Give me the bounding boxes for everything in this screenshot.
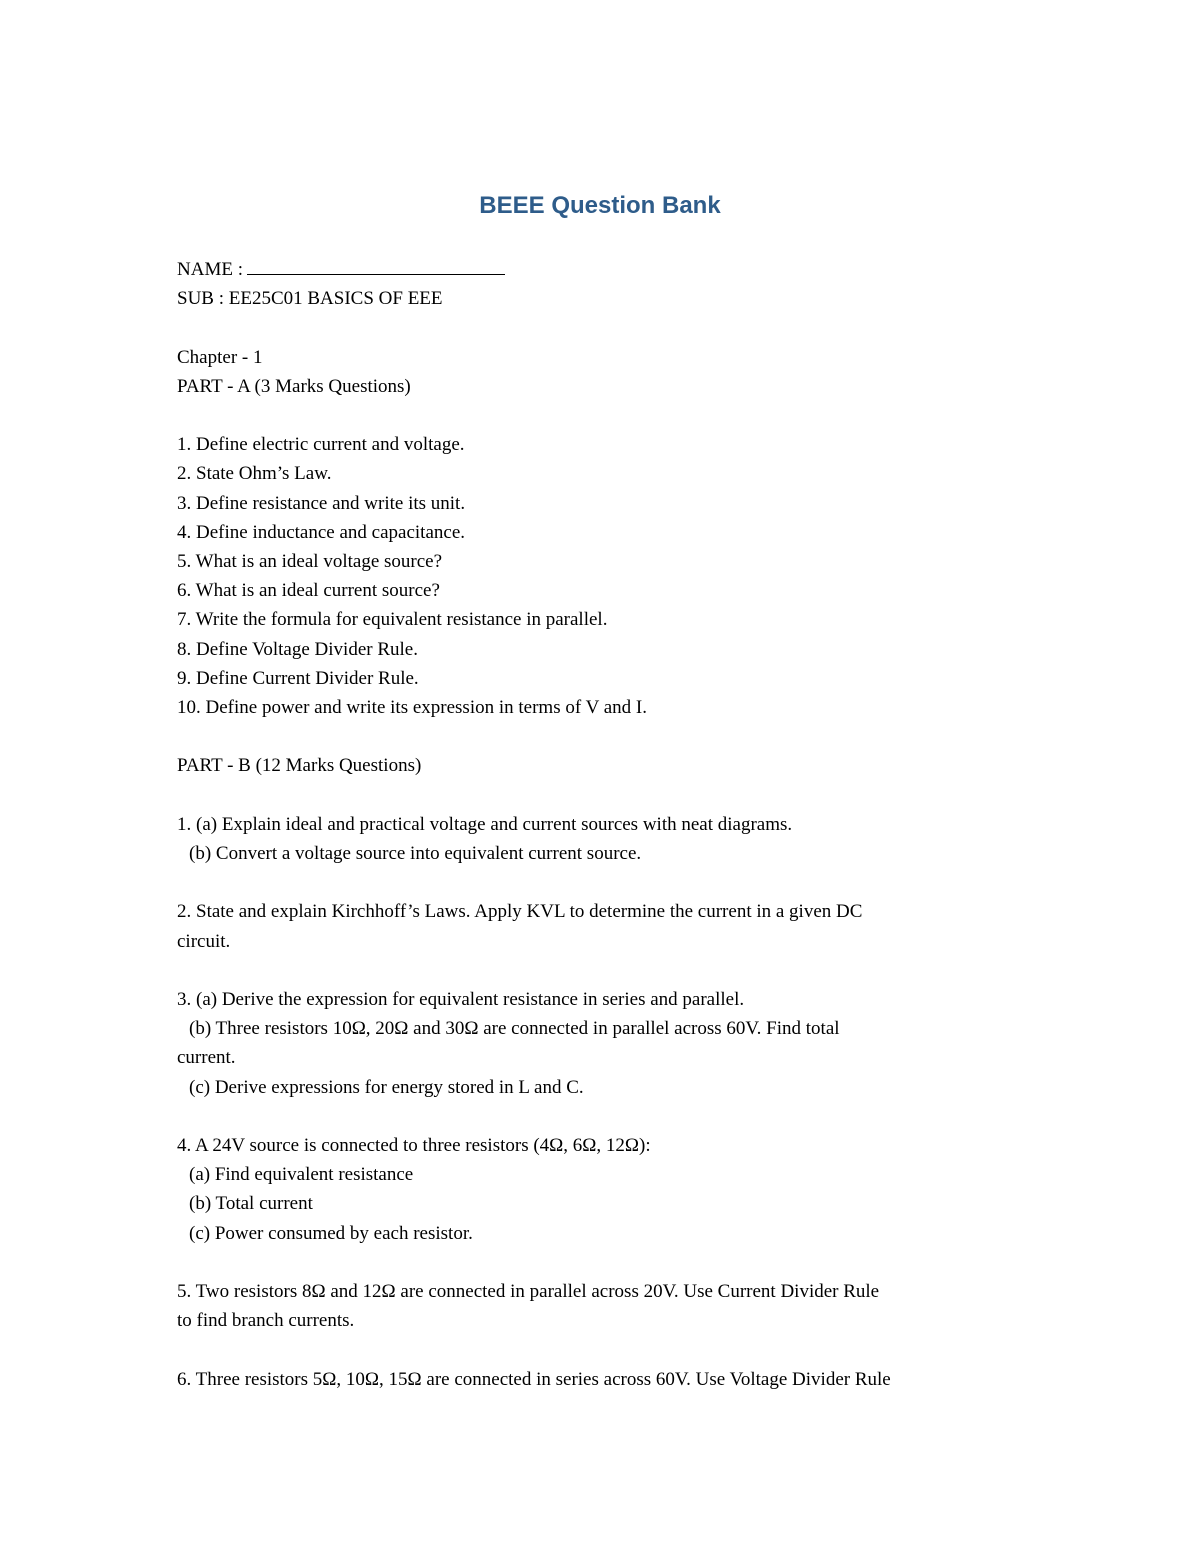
question-part: 1. (a) Explain ideal and practical voltage and current sources with neat diagrams. [177, 813, 793, 835]
part-b-question-3 [177, 985, 1027, 1102]
question-part: current. [177, 1047, 236, 1069]
part-a-question: 4. Define inductance and capacitance. [177, 521, 466, 543]
name-field-row [177, 255, 1027, 284]
part-a-question: 5. What is an ideal voltage source? [177, 551, 443, 572]
question-part: (c) Power consumed by each resistor. [189, 1222, 473, 1244]
part-a-question: 10. Define power and write its expression in terms of V and I. [177, 697, 647, 719]
spacer [177, 722, 1027, 751]
chapter-heading: Chapter - 1 [177, 346, 263, 368]
part-a-question-list [177, 430, 1027, 722]
part-a-question: 1. Define electric current and voltage. [177, 434, 465, 456]
document-body [177, 255, 1027, 1394]
question-part: (b) Total current [189, 1193, 313, 1215]
spacer [177, 1335, 1027, 1364]
part-b-question-5 [177, 1277, 1027, 1335]
part-b-heading: PART - B (12 Marks Questions) [177, 755, 422, 777]
spacer [177, 781, 1027, 810]
name-label: NAME : [177, 259, 243, 280]
question-part: (a) Find equivalent resistance [189, 1164, 414, 1186]
question-part: (b) Convert a voltage source into equivalent current source. [189, 843, 642, 864]
part-a-question: 2. State Ohm’s Law. [177, 463, 332, 485]
part-a-question: 3. Define resistance and write its unit. [177, 492, 466, 514]
part-a-question: 9. Define Current Divider Rule. [177, 667, 419, 689]
part-b-question-6 [177, 1365, 1027, 1394]
question-text: 2. State and explain Kirchhoff’s Laws. Apply KVL to determine the current in a given DC [177, 901, 863, 923]
name-blank-line [247, 256, 505, 275]
question-text: to find branch currents. [177, 1310, 355, 1332]
question-part: (b) Three resistors 10Ω, 20Ω and 30Ω are connected in parallel across 60V. Find total [189, 1018, 840, 1040]
spacer [177, 1248, 1027, 1277]
question-text: circuit. [177, 930, 231, 952]
question-part: (c) Derive expressions for energy stored in L and C. [189, 1076, 584, 1098]
question-text: 6. Three resistors 5Ω, 10Ω, 15Ω are connected in series across 60V. Use Voltage Divider Rule [177, 1368, 891, 1390]
document-title: BEEE Question Bank [479, 192, 721, 219]
part-a-heading: PART - A (3 Marks Questions) [177, 375, 411, 397]
spacer [177, 868, 1027, 897]
part-b-question-1 [177, 810, 1027, 868]
part-a-question: 7. Write the formula for equivalent resistance in parallel. [177, 609, 608, 631]
spacer [177, 1102, 1027, 1131]
question-part: 3. (a) Derive the expression for equivalent resistance in series and parallel. [177, 988, 745, 1010]
part-a-question: 8. Define Voltage Divider Rule. [177, 638, 418, 660]
part-b-question-2 [177, 897, 1027, 955]
part-a-question: 6. What is an ideal current source? [177, 580, 440, 602]
spacer [177, 401, 1027, 430]
question-stem: 4. A 24V source is connected to three resistors (4Ω, 6Ω, 12Ω): [177, 1134, 651, 1156]
question-text: 5. Two resistors 8Ω and 12Ω are connected in parallel across 20V. Use Current Divider Rule [177, 1280, 880, 1302]
part-b-question-4 [177, 1131, 1027, 1248]
spacer [177, 313, 1027, 342]
spacer [177, 956, 1027, 985]
subject-line: SUB : EE25C01 BASICS OF EEE [177, 288, 443, 310]
